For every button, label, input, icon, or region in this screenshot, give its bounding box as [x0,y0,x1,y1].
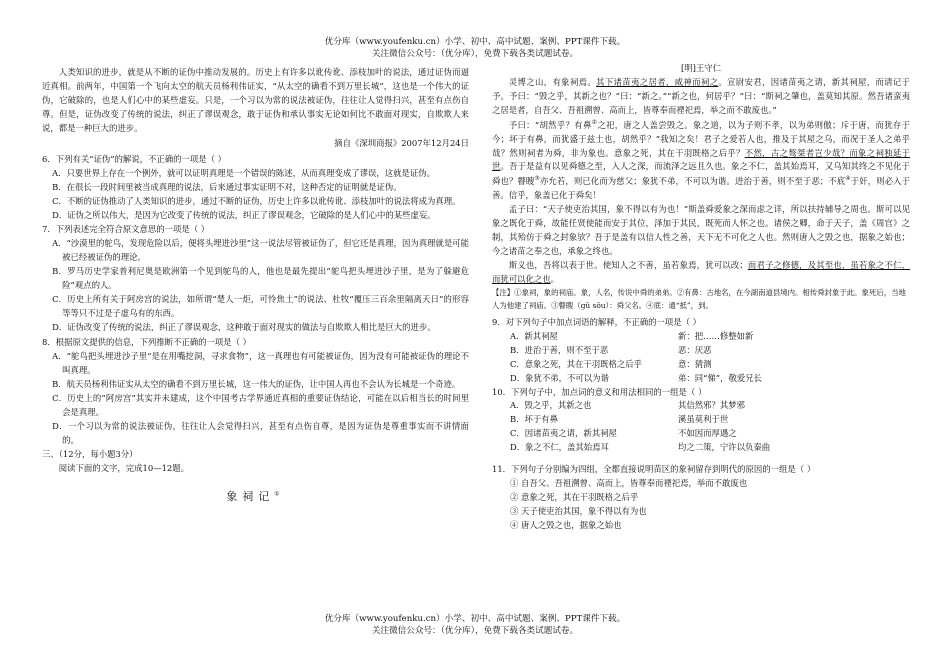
article-paragraph-4 [492,259,910,287]
text-run: 斯义也，吾将以表于世。使知人之不善，虽若象焉，犹可以改； [508,259,748,270]
article-paragraph-3: 孟子曰：“天子使吏治其国，象不得以有为也！”斯盖舜爱象之深而虑之详，所以扶持辅导之周也。斯可以见象之既化于舜，故能任贤使能而安于其位，泽加于其民，既死而人怀之也。诸侯之卿，命于天子，盖《周官》之制，其殆仿于舜之封象欤？吾于是盖有以信人性之善，天下无不可化之人也。然则唐人之毁之也，据象之始也；今之诸苗之奉之也，承象之终也。 [492,204,910,256]
option-compare: 其信然邪？其梦邪 [678,400,745,411]
option-sentence: B．坏于有鼻 [510,414,559,425]
left-column [42,66,469,506]
article-author: [明]王守仁 [680,63,722,73]
list-item: ② 意象之死，其在干羽既格之后乎 [510,492,639,503]
option-a: A．“鸵鸟把头埋进沙子里”是在用嘴挖洞，寻求食物”，这一真理也有可能被证伪，因为没有可能被证伪的理论不叫真理。 [52,351,469,376]
footer-line-2: 关注微信公众号：（优分库），免费下载各类试题试卷。 [371,625,579,636]
question-9 [492,316,910,386]
question-11 [492,463,910,533]
option-row [492,399,910,413]
option-a: A．“沙漠里的鸵鸟，发现危险以后，便将头埋进沙里”这一说法尽管被证伪了，但它还是真理，因为真理就是可能被已经被证伪的理论。 [52,238,469,263]
option-sentence: A．毁之乎，其新之也 [510,400,592,411]
question-7 [42,223,469,335]
text-run: 亦允若，则已化而为慈父；象犹不弟，不可以为谐。进治于善，则不至于恶；不底 [539,176,846,187]
option-c: C．历史上的“阿房宫”其实并未建成，这个中国考古学界通近真相的重要证伪结论，可能在以后相当长的时间里会是真理。 [52,392,469,417]
footnote-marker: ④ [845,175,851,183]
option-explanation: 恶：厌恶 [678,344,712,355]
header-line-1: 优分库（www.youfenku.cn）小学、初中、高中试题、案例、PPT课件下载。 [324,37,626,47]
footer-line-1: 优分库（www.youfenku.cn）小学、初中、高中试题、案例、PPT课件下载。 [324,614,626,624]
list-item: ③ 天子使吏治其国，象不得以有为也 [510,506,647,517]
option-row [492,413,910,427]
option-sentence: D．象之不仁，盖其始焉耳 [510,442,609,453]
article-paragraph-1 [492,76,910,118]
option-row [492,372,910,386]
right-column [492,63,911,533]
option-sentence: C．意象之死，其在干羽既格之后乎 [510,358,643,369]
article-paragraph-2 [492,118,910,203]
option-b: B．航天员杨利伟证实从太空的确看不到万里长城，这一伟大的证伪，让中国人再也不会认为长城是一个奇迹。 [52,378,461,389]
header-line-2: 关注微信公众号：（优分库），免费下载各类试题试卷。 [371,48,579,59]
option-row [492,330,910,344]
option-b: B．罗马历史学家普利尼奥是欧洲第一个见到鸵鸟的人，他也是最先提出“鸵鸟把头埋进沙子里，是为了躲避危险”观点的人。 [52,266,469,291]
option-a: A．只要世界上存在一个例外，就可以证明真理是一个错误的陈述，从而真理变成了谬误，这就是证伪。 [52,167,435,178]
text-run: 予曰：“胡然乎？有鼻 [508,119,592,130]
page-footer [0,614,950,637]
option-b: B．在很长一段时间里被当成真理的说法，后来通过事实证明不对，这种否定的证明就是证伪。 [52,181,402,192]
list-item: ① 自吾父、吾祖溯曾、高而上，皆尊奉而禋祀焉，举而不敢废也 [510,478,748,489]
option-sentence: B．进治于善，则不至于恶 [510,344,609,355]
option-explanation: 弟：同“悌”，敬爱兄长 [678,372,762,383]
question-stem: 8．根据原文提供的信息，下列推断不正确的一项是（ ） [42,337,251,348]
option-d: D．证伪改变了传统的说法，纠正了谬误观念，这种敢于面对现实的做法与自欺欺人相比是巨大的进步。 [52,322,436,333]
text-run: 。宣尉安君，因诸苗夷之请，新其祠屋，而请记于予。予曰：“毁之乎，其新之也？”曰：“新之。”“新之也，何居乎？”曰：“斯祠之肇也，盖莫知其原。然吾诸蛮夷之居是者，自吾父、吾祖溯曾、高而上，皆尊奉而禋祀焉，举之而不敢废也。” [492,76,911,115]
footnotes: 【注】①象祠，象的祠庙。象，人名，传说中舜的弟弟。②有鼻：古地名，在今湖南道县境内。相传舜封象于此。象死后，当地人为他建了祠庙。③瞽瞍（gǔ sǒu）：舜父名。④底：通“抵”，到。 [492,287,906,310]
text-run: 之祀，唐之人盖尝毁之。象之道，以为子则不孝，以为弟则傲；斥于唐，而犹存于今；坏于有鼻，而犹盛于兹土也，胡然乎？”我知之矣！君子之爱若人也，推及于其屋之乌，而况于圣人之弟乎哉？然则祠者为舜，非为象也。意象之死，其在干羽既格之后乎？ [492,119,910,158]
option-row [492,427,910,441]
option-compare: 不如因而厚遇之 [678,428,737,439]
section-heading: 三、（12分，每小题3分） [42,448,138,459]
title-footnote-marker: ① [274,489,285,497]
option-explanation: 意：猜测 [678,358,712,369]
page-header [0,37,950,60]
option-row [492,358,910,372]
option-row [492,344,910,358]
question-stem: 6．下列有关“证伪”的解说，不正确的一项是（ ） [42,153,227,164]
passage-source: 摘自《深圳商报》2007年12月24日 [334,137,469,148]
option-sentence: C．因诸苗夷之请，新其祠屋 [510,428,617,439]
option-sentence: D．象犹不弟，不可以为谐 [510,372,609,383]
option-row [492,441,910,455]
question-10 [492,386,910,456]
list-item: ④ 唐人之毁之也，据象之始也 [510,520,622,531]
option-sentence: A．新其祠屋 [510,330,558,341]
option-explanation: 新：把……修整如新 [678,330,754,341]
footnote-marker: ③ [534,175,540,183]
option-c: C．不断的证伪推动了人类知识的进步，通过不断的证伪，历史上许多以讹传讹、添枝加叶的说法将成为真理。 [52,195,461,206]
underlined-sentence: 不然，古之骜桀者岂少哉？而象之祠独延于世 [492,147,911,172]
option-compare: 溪虽莫利于世 [678,414,729,425]
text-run: 。 [550,273,559,284]
article-title-text: 象祠记 [226,489,275,503]
section-instruction: 阅读下面的文字，完成10—12题。 [58,462,189,473]
text-run: 。吾于是益有以见舜德之至，入人之深，而流泽之远且久也。象之不仁，盖其始焉耳，又乌知其终之不见化于舜也？瞽瞍 [492,161,911,187]
text-run: 灵博之山，有象祠焉。 [508,76,597,87]
passage-paragraph: 人类知识的进步，就是从不断的证伪中推动发展的。历史上有许多以讹传讹、添枝加叶的说法，通过证伪而逼近真相。前两年，中国第一个飞向太空的航天员杨利伟证实，“从太空的确看不到万里长城”，这也是一个伟大的证伪，它破除的，也是人们心中的某些虚妄。只是，一个习以为常的说法被证伪，往往让人觉得扫兴，甚至有点伤自尊。但是，证伪改变了传统的说法，纠正了谬误观念，敢于证伪和承认事实无论如何比不敢面对现实，自欺欺人来说，都是一种巨大的进步。 [42,67,469,133]
question-6 [42,153,469,223]
question-8 [42,336,469,448]
option-c: C．历史上所有关于阿房宫的说法，如所谓“楚人一炬，可怜焦土”的说法、杜牧“覆压三百余里隔离天日”的形容等等只不过是子虚乌有的东西。 [52,294,469,319]
footnote-marker: ② [591,118,598,126]
question-stem: 9．对下列句子中加点词语的解释，不正确的一项是（ ） [492,316,701,327]
option-compare: 均之二策，宁许以负秦曲 [678,442,771,453]
question-stem: 10．下列句子中，加点词的意义和用法相同的一组是（ ） [492,386,707,397]
underlined-sentence: 而君子之修德，及其至也，虽若象之不仁，而犹可以化之也 [492,259,911,284]
underlined-sentence: 其下诸苗夷之居者，咸神而祠之 [596,76,719,87]
option-d: D．证伪之所以伟大，是因为它改变了传统的说法，纠正了谬误观念，它破除的是人们心中的某些虚妄。 [52,209,436,220]
question-stem: 7．下列表述完全符合原文意思的一项是（ ） [42,224,210,235]
question-stem: 11．下列句子分别编为四组，全都直接说明苗区的象祠留存到明代的原因的一组是（ ） [492,464,816,475]
option-d: D．一个习以为常的说法被证伪，往往让人会觉得扫兴，甚至有点伤自尊，是因为证伪是尊重事实而不讲情面的。 [52,420,469,445]
article-title [42,488,469,506]
text-run: 于奸，则必入于善。信乎，象盖已化于舜矣！ [492,176,911,201]
